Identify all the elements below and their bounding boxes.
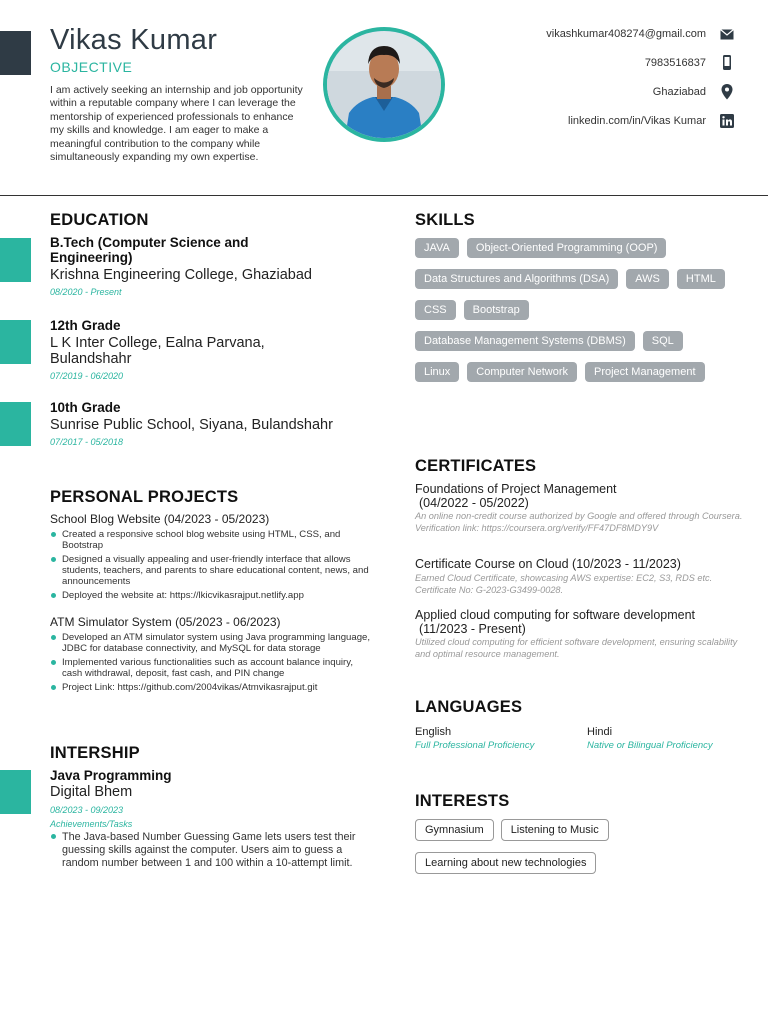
certificate-item	[415, 608, 745, 660]
languages-heading: LANGUAGES	[415, 698, 523, 716]
education-dates: 07/2017 - 05/2018	[50, 437, 124, 447]
certificate-description: Utilized cloud computing for efficient software development, ensuring scalability and optimal resource management.	[415, 637, 738, 659]
internship-achievements-label: Achievements/Tasks	[50, 819, 133, 829]
education-marker	[0, 320, 31, 364]
contact-linkedin-row[interactable]	[568, 113, 734, 129]
project-bullet: Created a responsive school blog website using HTML, CSS, and Bootstrap	[50, 529, 372, 551]
profile-photo-image	[327, 31, 441, 138]
contact-phone[interactable]: 7983516837	[644, 57, 706, 69]
candidate-name: Vikas Kumar	[50, 24, 218, 56]
certificate-dates: (04/2022 - 05/2022)	[419, 496, 529, 510]
education-degree: B.Tech (Computer Science and Engineering)	[50, 235, 249, 265]
language-item	[415, 726, 534, 751]
certificate-item	[415, 482, 745, 534]
projects-heading: PERSONAL PROJECTS	[50, 488, 239, 506]
education-item	[50, 318, 320, 381]
header-accent-bar	[0, 31, 31, 75]
project-item	[50, 512, 372, 604]
skill-tag: Database Management Systems (DBMS)	[415, 331, 635, 351]
skill-tag: AWS	[626, 269, 669, 289]
education-marker	[0, 238, 31, 282]
contact-location: Ghaziabad	[652, 86, 706, 98]
project-title: School Blog Website (04/2023 - 05/2023)	[50, 512, 270, 526]
education-heading: EDUCATION	[50, 211, 149, 229]
certificate-description: An online non-credit course authorized by Google and offered through Coursera. Verification link: https://coursera.org/verify/FF47DF8MDY9V	[415, 511, 743, 533]
interest-tag: Learning about new technologies	[415, 852, 596, 874]
project-bullet: Designed a visually appealing and user-friendly interface that allows students, teachers, and parents to share educational content, news, and announcements	[50, 554, 372, 587]
envelope-icon	[720, 29, 734, 40]
language-level: Full Professional Proficiency	[415, 740, 535, 751]
language-item	[587, 726, 713, 751]
linkedin-icon	[720, 114, 734, 128]
education-degree: 10th Grade	[50, 400, 121, 415]
interest-tag: Listening to Music	[501, 819, 609, 841]
education-item	[50, 400, 370, 447]
header-divider	[0, 195, 768, 196]
certificate-item	[415, 557, 745, 596]
project-bullet: Implemented various functionalities such as account balance inquiry, cash withdrawal, deposit, fast cash, and PIN change	[50, 657, 372, 679]
education-dates: 08/2020 - Present	[50, 287, 122, 297]
project-title: ATM Simulator System (05/2023 - 06/2023)	[50, 615, 281, 629]
contact-phone-row[interactable]	[645, 55, 734, 71]
language-level: Native or Bilingual Proficiency	[587, 740, 713, 751]
skill-tag: SQL	[643, 331, 683, 351]
education-school: L K Inter College, Ealna Parvana, Bulandshahr	[50, 335, 265, 367]
internship-bullets	[50, 831, 368, 870]
skills-heading: SKILLS	[415, 211, 475, 229]
skill-tag: HTML	[677, 269, 725, 289]
internship-bullet: The Java-based Number Guessing Game lets users test their guessing skills against the computer. Users aim to guess a random number between 1 and 100 within a 10-attempt limit.	[50, 831, 368, 870]
certificate-title: Certificate Course on Cloud	[415, 557, 569, 571]
certificate-title: Applied cloud computing for software development	[415, 608, 696, 622]
objective-heading: OBJECTIVE	[50, 59, 133, 75]
education-dates: 07/2019 - 06/2020	[50, 371, 124, 381]
interest-tag: Gymnasium	[415, 819, 494, 841]
internship-heading: INTERSHIP	[50, 744, 140, 762]
contact-location-row	[653, 84, 734, 100]
mobile-phone-icon	[720, 55, 734, 71]
education-degree: 12th Grade	[50, 318, 121, 333]
project-item	[50, 615, 372, 696]
contact-linkedin[interactable]: linkedin.com/in/Vikas Kumar	[568, 115, 706, 127]
project-bullet: Developed an ATM simulator system using Java programming language, JDBC for database connectivity, and MySQL for data storage	[50, 632, 372, 654]
certificate-description: Earned Cloud Certificate, showcasing AWS expertise: EC2, S3, RDS etc. Certificate No: G-2023-G3499-0028.	[415, 573, 713, 595]
language-name: Hindi	[587, 726, 613, 738]
contact-email-row[interactable]	[546, 26, 734, 42]
objective-text: I am actively seeking an internship and job opportunity within a reputable company where I can leverage the mentorship of experienced professionals to enhance my skills and knowledge. I am eager to make a meaningful contribution to the company while simultaneously expanding my own expertise.	[50, 84, 303, 164]
internship-marker	[0, 770, 31, 814]
education-marker	[0, 402, 31, 446]
internship-role: Java Programming	[50, 768, 172, 783]
skill-tag: Object-Oriented Programming (OOP)	[467, 238, 667, 258]
skill-tag: Project Management	[585, 362, 705, 382]
interests-heading: INTERESTS	[415, 792, 510, 810]
interests-list	[415, 819, 735, 885]
project-bullet[interactable]: Project Link: https://github.com/2004vikas/Atmvikasrajput.git	[50, 682, 372, 693]
internship-dates: 08/2023 - 09/2023	[50, 805, 124, 815]
certificate-dates: (11/2023 - Present)	[419, 622, 526, 636]
skill-tag: Linux	[415, 362, 459, 382]
language-name: English	[415, 726, 452, 738]
profile-photo	[323, 27, 445, 142]
project-bullets	[50, 632, 372, 693]
skill-tag: JAVA	[415, 238, 459, 258]
skill-tag: Computer Network	[467, 362, 577, 382]
project-bullets	[50, 529, 372, 601]
project-bullet[interactable]: Deployed the website at: https://lkicvikasrajput.netlify.app	[50, 590, 372, 601]
internship-item	[50, 768, 368, 873]
education-school: Krishna Engineering College, Ghaziabad	[50, 267, 312, 283]
skill-tag: Bootstrap	[464, 300, 529, 320]
education-school: Sunrise Public School, Siyana, Bulandshahr	[50, 417, 333, 433]
internship-company: Digital Bhem	[50, 784, 133, 800]
skill-tag: Data Structures and Algorithms (DSA)	[415, 269, 618, 289]
certificates-heading: CERTIFICATES	[415, 457, 537, 475]
certificate-title: Foundations of Project Management	[415, 482, 617, 496]
certificate-dates: (10/2023 - 11/2023)	[572, 557, 681, 571]
contact-email[interactable]: vikashkumar408274@gmail.com	[546, 28, 706, 40]
skill-tag: CSS	[415, 300, 456, 320]
skills-list	[415, 238, 735, 393]
location-pin-icon	[720, 84, 734, 100]
education-item	[50, 235, 320, 297]
